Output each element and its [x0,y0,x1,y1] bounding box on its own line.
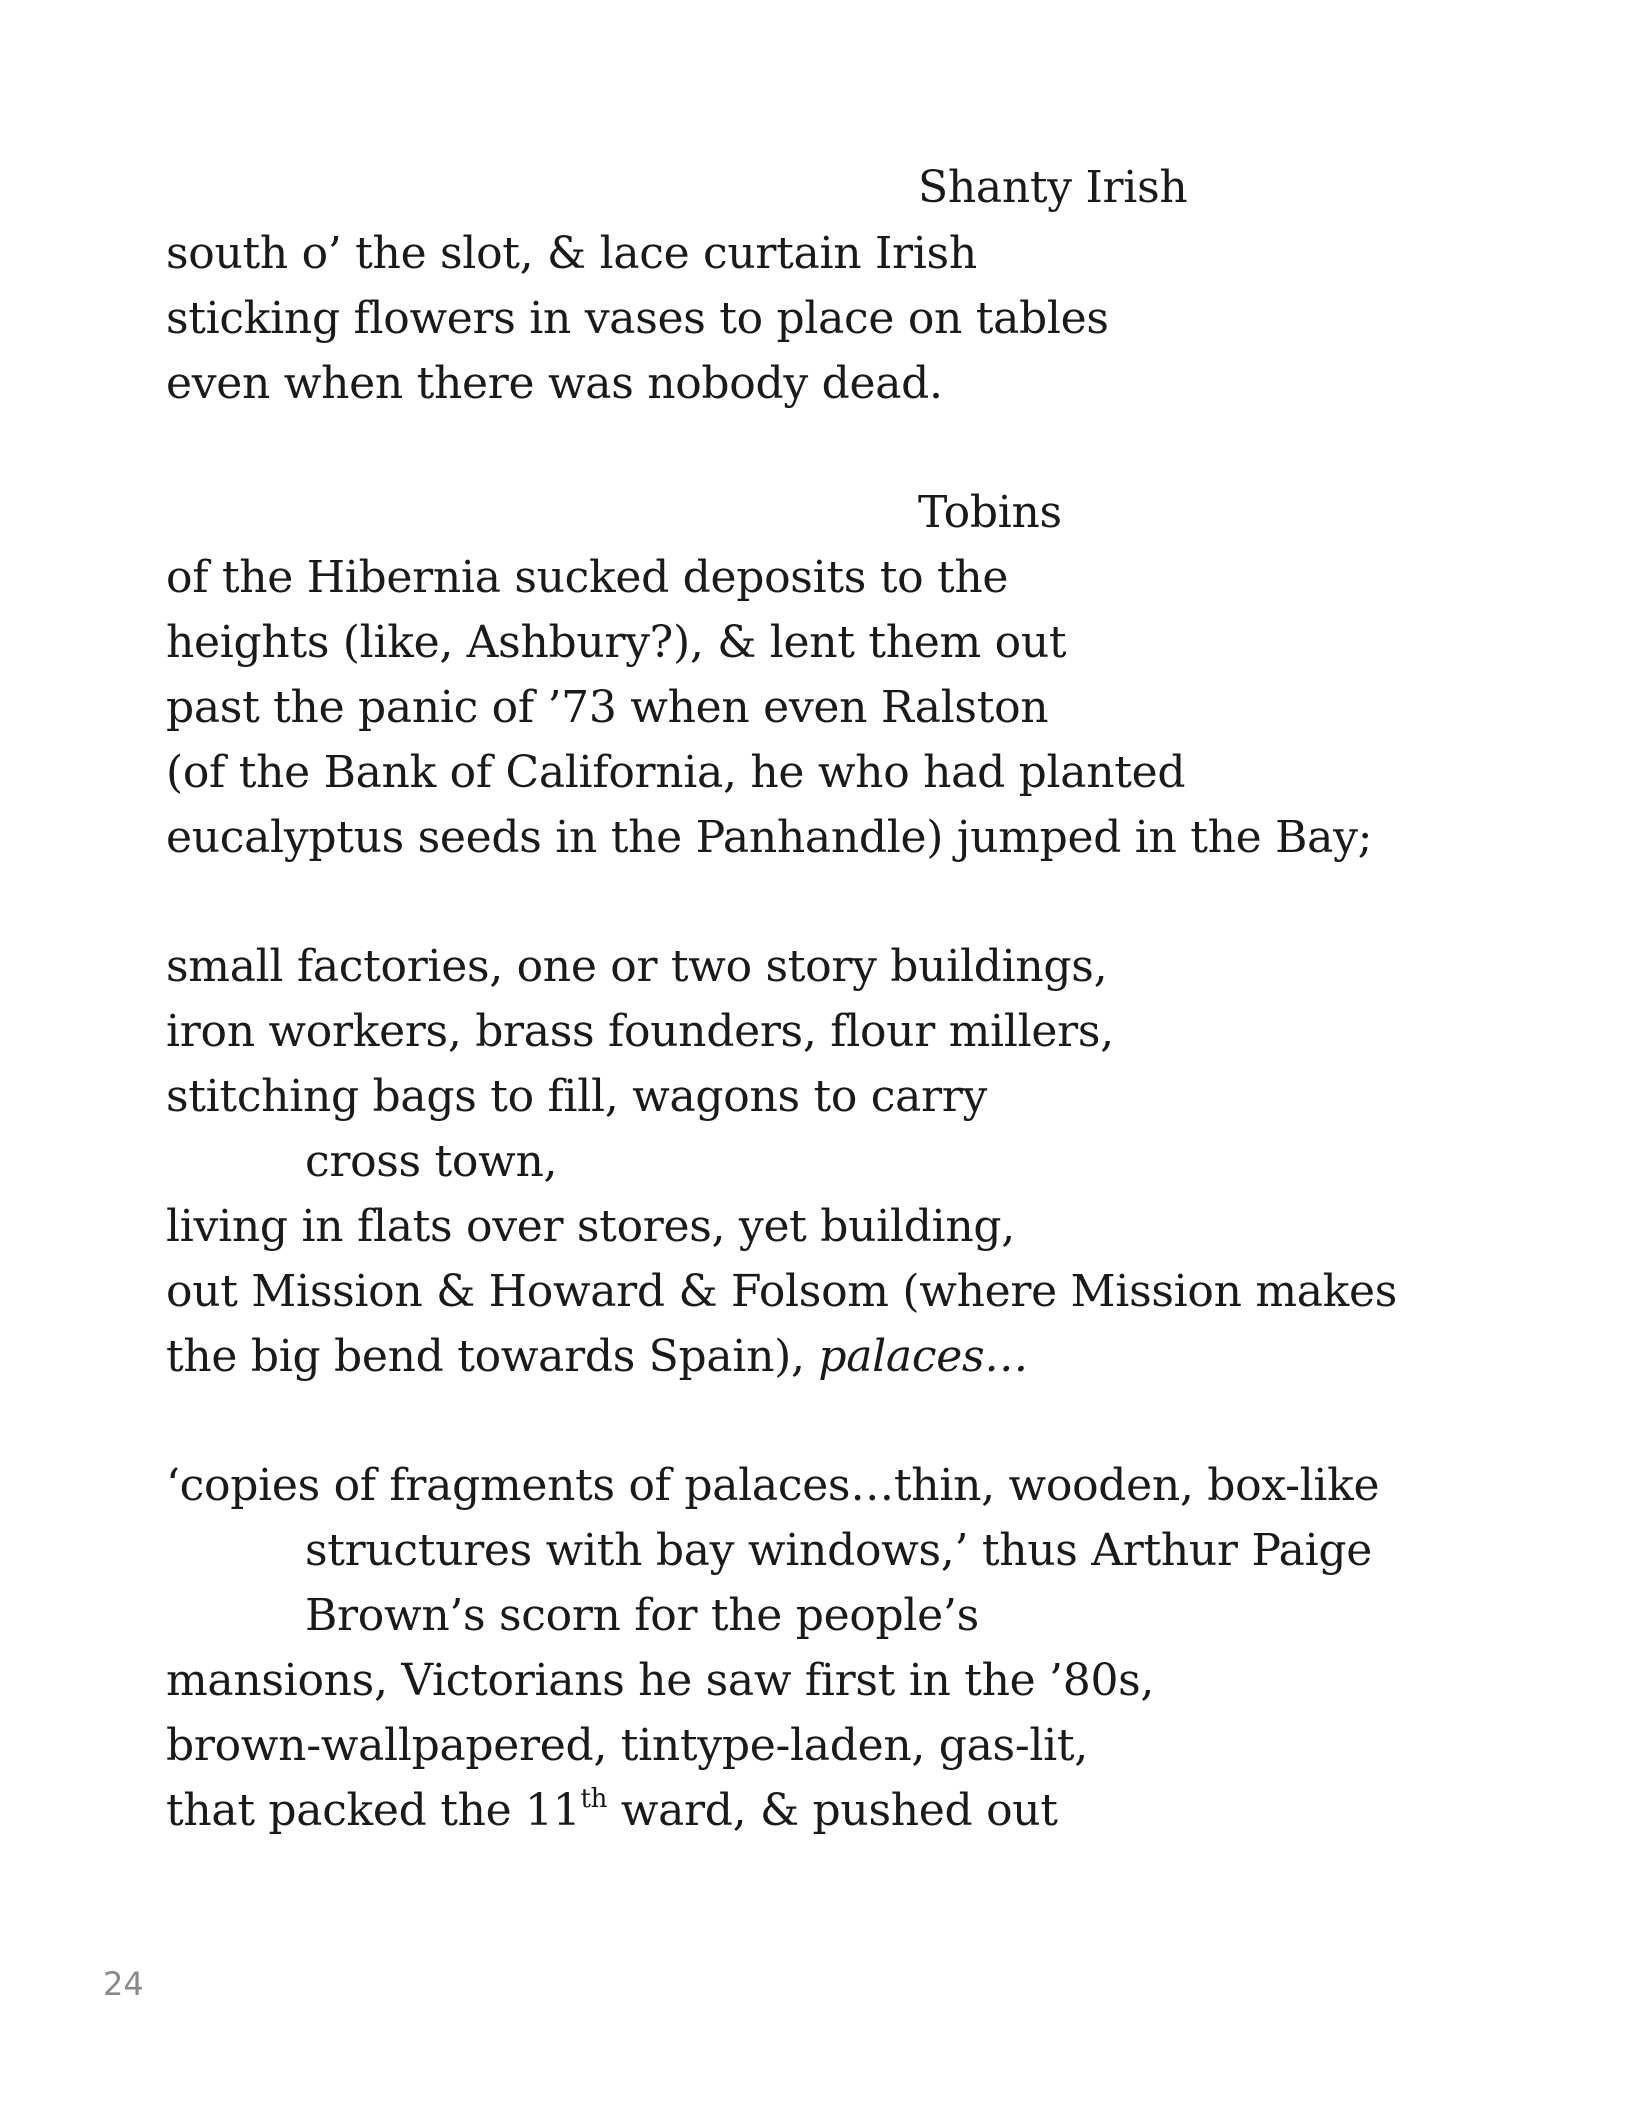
poem-line-text: the big bend towards Spain), [166,1331,819,1382]
poem-line-text: ward, & pushed out [607,1785,1058,1836]
poem-line [166,1784,1058,1836]
stanza-heading-shanty-irish: Shanty Irish [918,162,1188,213]
poem-line: (of the Bank of California, he who had planted [166,747,1186,798]
poem-line: small factories, one or two story buildings, [166,941,1108,992]
poem-line: iron workers, brass founders, flour millers, [166,1006,1114,1057]
poem-line-indented: cross town, [305,1136,558,1187]
poem-line: stitching bags to fill, wagons to carry [166,1071,988,1122]
poem-line-indented: structures with bay windows,’ thus Arthur Paige [305,1525,1372,1576]
poem-line: brown-wallpapered, tintype-laden, gas-lit, [166,1720,1088,1771]
ordinal-superscript: th [580,1784,608,1814]
poem-line: ‘copies of fragments of palaces…thin, wooden, box-like [166,1460,1380,1511]
poem-line: of the Hibernia sucked deposits to the [166,552,1009,603]
poem-line-indented: Brown’s scorn for the people’s [305,1590,979,1641]
poem-line: mansions, Victorians he saw first in the ’80s, [166,1655,1155,1706]
poem-line: sticking flowers in vases to place on tables [166,293,1109,344]
poem-line: heights (like, Ashbury?), & lent them out [166,617,1067,668]
page-number: 24 [103,1965,144,2003]
poem-line-text: that packed the 11 [166,1785,581,1836]
poem-line: south o’ the slot, & lace curtain Irish [166,228,977,279]
stanza-heading-tobins: Tobins [918,487,1062,538]
poem-line-italic: palaces… [818,1331,1028,1382]
poem-line: past the panic of ’73 when even Ralston [166,682,1049,733]
poem-line: eucalyptus seeds in the Panhandle) jumped in the Bay; [166,812,1373,863]
poem-line: out Mission & Howard & Folsom (where Mission makes [166,1266,1398,1317]
poem-line [166,1331,1028,1382]
poem-line: living in flats over stores, yet building, [166,1201,1015,1252]
poem-line: even when there was nobody dead. [166,358,943,409]
